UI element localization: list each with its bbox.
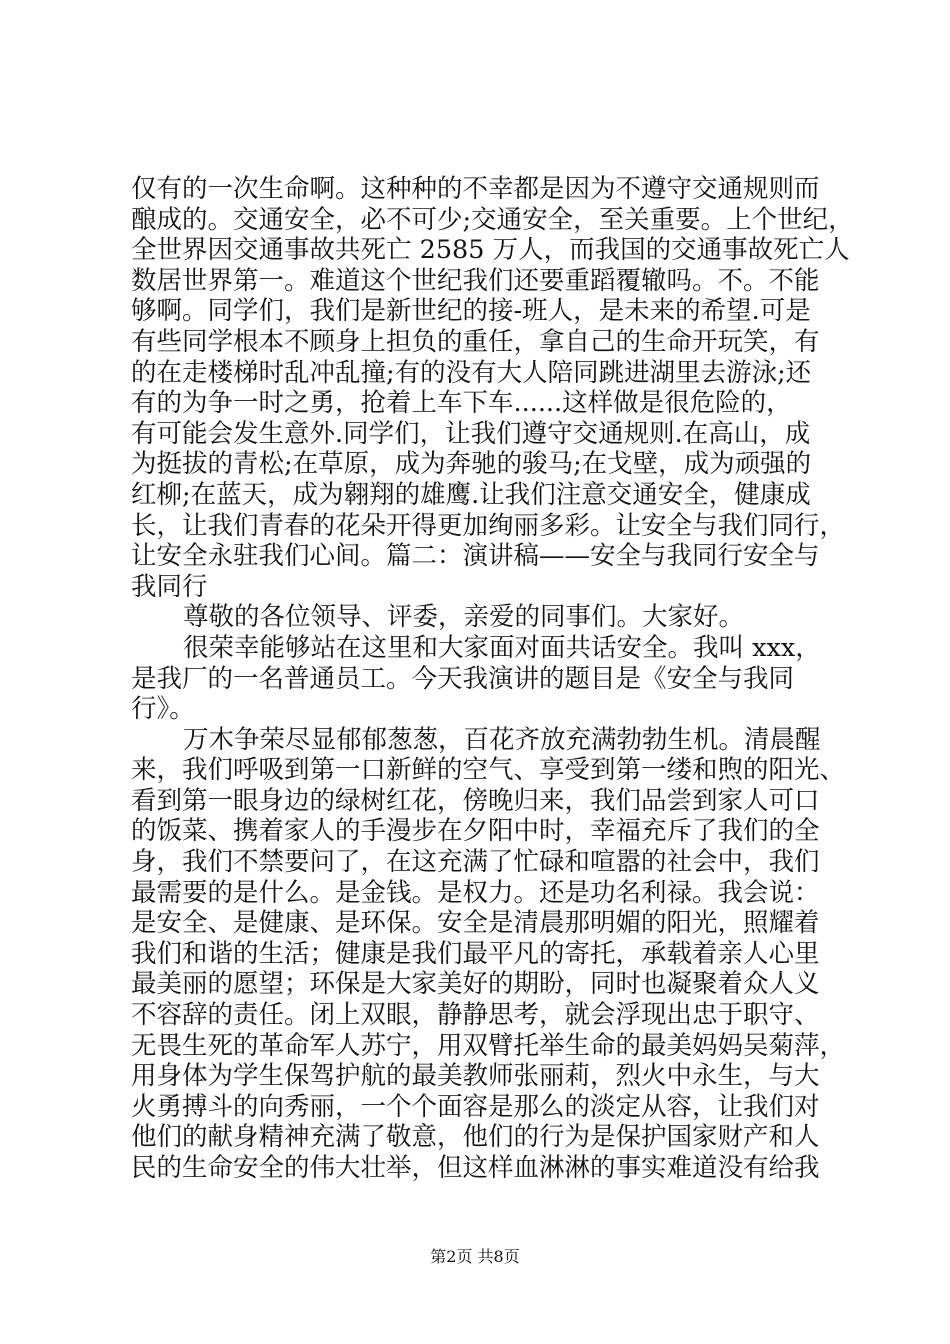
text-line: 有些同学根本不顾身上担负的重任，拿自己的生命开玩笑，有: [131, 326, 820, 357]
text-line: 够啊。同学们，我们是新世纪的接-班人，是未来的希望.可是: [131, 296, 811, 327]
text-line: 为挺拔的青松;在草原，成为奔驰的骏马;在戈壁，成为顽强的: [131, 449, 812, 480]
text-line: 身，我们不禁要问了，在这充满了忙碌和喧嚣的社会中，我们: [131, 847, 820, 878]
text-line: 有的为争一时之勇，抢着上车下车......这样做是很危险的，: [131, 388, 792, 419]
text-line: 最需要的是什么。是金钱。是权力。还是功名利禄。我会说：: [131, 877, 820, 908]
text-line: 无畏生死的革命军人苏宁，用双臂托举生命的最美妈妈吴菊萍，: [131, 1030, 846, 1061]
text-line: 用身体为学生保驾护航的最美教师张丽莉，烈火中永生，与大: [131, 1061, 820, 1092]
text-line: 看到第一眼身边的绿树红花，傍晚归来，我们品尝到家人可口: [131, 785, 820, 816]
text-line: 民的生命安全的伟大壮举，但这样血淋淋的事实难道没有给我: [131, 1153, 820, 1183]
text-line: 数居世界第一。难道这个世纪我们还要重蹈覆辙吗。不。不能: [131, 265, 820, 296]
text-line: 不容辞的责任。闭上双眼，静静思考，就会浮现出忠于职守、: [131, 1000, 820, 1031]
paragraph-start-line: 万木争荣尽显郁郁葱葱，百花齐放充满勃勃生机。清晨醒: [183, 724, 821, 755]
text-line: 我同行: [131, 571, 208, 602]
document-body: [131, 174, 854, 1184]
text-line: 全世界因交通事故共死亡 2585 万人，而我国的交通事故死亡人: [131, 235, 850, 266]
text-line: 是我厂的一名普通员工。今天我演讲的题目是《安全与我同: [131, 663, 795, 694]
text-line: 我们和谐的生活；健康是我们最平凡的寄托，承载着亲人心里: [131, 938, 820, 969]
text-line: 让安全永驻我们心间。篇二：演讲稿——安全与我同行安全与: [131, 541, 820, 572]
page-number-footer: 第2页 共8页: [430, 1247, 520, 1266]
text-line: 有可能会发生意外.同学们，让我们遵守交通规则.在高山，成: [131, 418, 811, 449]
text-line: 行》。: [131, 694, 195, 725]
text-line: 仅有的一次生命啊。这种种的不幸都是因为不遵守交通规则而: [131, 174, 820, 204]
paragraph-start-line: 尊敬的各位领导、评委，亲爱的同事们。大家好。: [183, 602, 745, 633]
paragraph-start-line: 很荣幸能够站在这里和大家面对面共话安全。我叫 xxx，: [183, 632, 821, 663]
text-line: 是安全、是健康、是环保。安全是清晨那明媚的阳光，照耀着: [131, 908, 820, 939]
text-line: 最美丽的愿望；环保是大家美好的期盼，同时也凝聚着众人义: [131, 969, 820, 1000]
text-line: 的饭菜、携着家人的手漫步在夕阳中时，幸福充斥了我们的全: [131, 816, 820, 847]
text-line: 长，让我们青春的花朵开得更加绚丽多彩。让安全与我们同行，: [131, 510, 846, 541]
text-line: 红柳;在蓝天，成为翱翔的雄鹰.让我们注意交通安全，健康成: [131, 479, 811, 510]
text-line: 酿成的。交通安全，必不可少;交通安全，至关重要。上个世纪，: [131, 204, 854, 235]
text-line: 火勇搏斗的向秀丽，一个个面容是那么的淡定从容，让我们对: [131, 1091, 820, 1122]
text-line: 他们的献身精神充满了敬意，他们的行为是保护国家财产和人: [131, 1122, 820, 1153]
text-line: 来，我们呼吸到第一口新鲜的空气、享受到第一缕和煦的阳光、: [131, 755, 846, 786]
text-line: 的在走楼梯时乱冲乱撞;有的没有大人陪同跳进湖里去游泳;还: [131, 357, 812, 388]
